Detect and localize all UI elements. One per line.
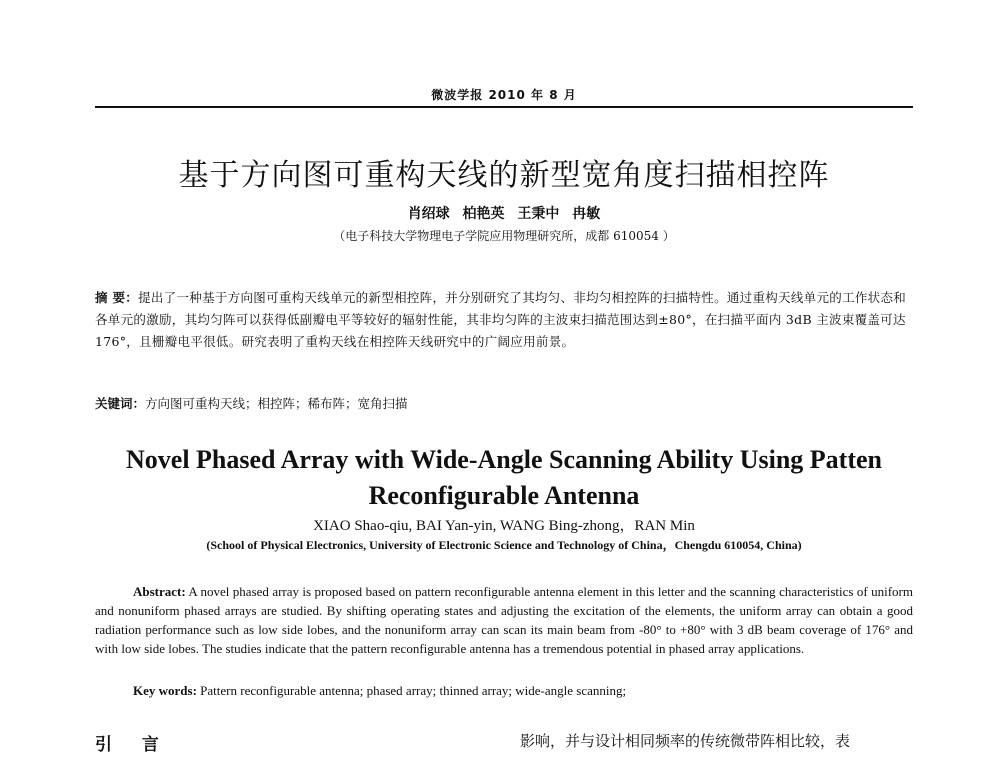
chinese-abstract (95, 287, 913, 353)
chinese-authors: 肖绍球 柏艳英 王秉中 冉敏 (407, 206, 601, 222)
english-abstract-text: A novel phased array is proposed based on pattern reconfigurable antenna element in this letter and the scanning characteristics of uniform and nonuniform phased arrays are studied. By shifting operating states and adjusting the excitation of the elements, the uniform array can obtain a good radiation performance such as low side lobes, and the nonuniform array can scan its main beam from -80° to +80° with 3 dB beam coverage of 176° and with low side lobes. The studies indicate that the pattern reconfigurable antenna has a tremendous potential in phased array applications. (95, 584, 913, 656)
english-abstract-label: Abstract: (133, 584, 186, 599)
english-title: Novel Phased Array with Wide-Angle Scanning Ability Using Patten Reconfigurable Antenna (126, 445, 882, 510)
chinese-title: 基于方向图可重构天线的新型宽角度扫描相控阵 (178, 158, 830, 193)
intro-heading: 引 言 (95, 735, 159, 755)
english-abstract (95, 582, 913, 658)
chinese-affiliation: （电子科技大学物理电子学院应用物理研究所，成都 610054 ） (333, 229, 675, 243)
chinese-keywords-label: 关键词： (95, 396, 146, 411)
chinese-keywords-text: 方向图可重构天线；相控阵；稀布阵；宽角扫描 (145, 396, 408, 411)
chinese-abstract-text: 提出了一种基于方向图可重构天线单元的新型相控阵，并分别研究了其均匀、非均匀相控阵的扫描特性。通过重构天线单元的工作状态和各单元的激励，其均匀阵可以获得低副瓣电平等较好的辐射性能，其非均匀阵的主波束扫描范围达到±80°，在扫描平面内 3dB 主波束覆盖可达 176°，且栅瓣电平很低。研究表明了重构天线在相控阵天线研究中的广阔应用前景。 (95, 290, 907, 349)
english-affiliation: (School of Physical Electronics, University of Electronic Science and Technology of China，Chengdu 610054, China) (206, 538, 802, 552)
header-rule (95, 106, 913, 108)
english-authors: XIAO Shao-qiu, BAI Yan-yin, WANG Bing-zhong，RAN Min (313, 518, 695, 534)
english-keywords (133, 683, 913, 699)
english-keywords-label: Key words: (133, 683, 197, 698)
chinese-keywords (95, 395, 913, 413)
journal-header: 微波学报 2010 年 8 月 (431, 88, 577, 102)
right-column-text: 影响，并与设计相同频率的传统微带阵相比较，表 (520, 732, 851, 750)
chinese-abstract-label: 摘 要： (95, 290, 139, 305)
english-keywords-text: Pattern reconfigurable antenna; phased array; thinned array; wide-angle scanning; (200, 683, 627, 698)
